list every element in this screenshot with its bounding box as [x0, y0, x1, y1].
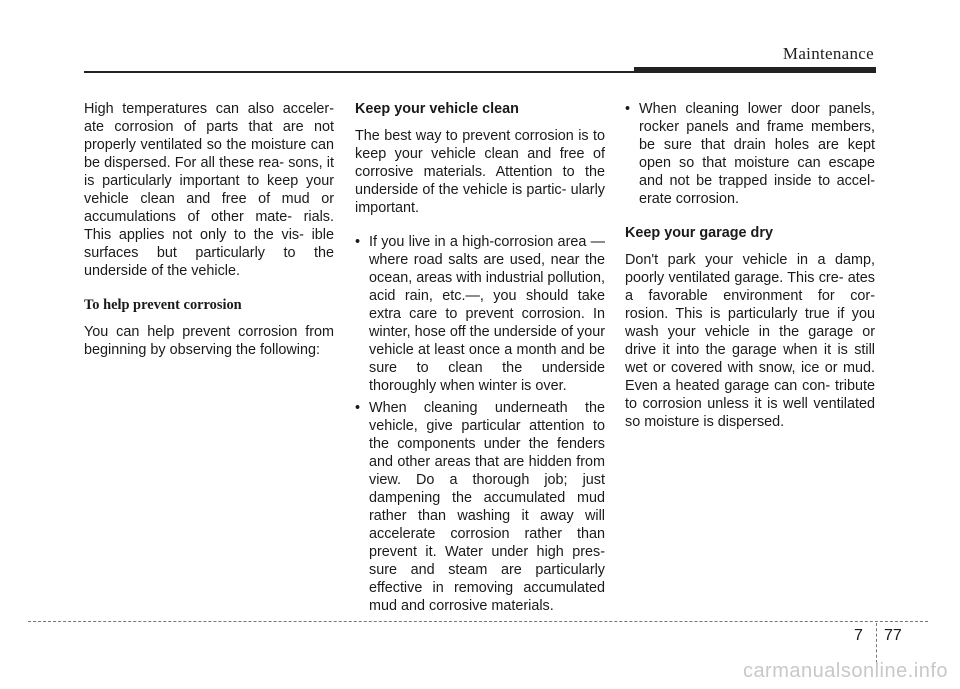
- garage-dry-paragraph: Don't park your vehicle in a damp, poorly ventilated garage. This cre- ates a favorable environment for cor- rosion. This is particularly true if you wash your vehicle in the garage or drive it into the garage when it is still wet or covered with snow, ice or mud. Even a heated garage can con- tribute to corrosion unless it is well ventilated so moisture is dispersed.: [625, 252, 875, 430]
- footer-divider: [28, 621, 928, 622]
- column-1: [84, 100, 334, 359]
- column-2: [355, 100, 605, 615]
- chapter-number: 7: [854, 627, 863, 644]
- list-item: • When cleaning lower door panels, rocker panels and frame members, be sure that drain holes are kept open so that moisture can escape and not be trapped inside to accel- erate corrosion.: [625, 101, 875, 207]
- heading-prevent-corrosion: To help prevent corrosion: [84, 297, 242, 313]
- bullet-icon: •: [625, 101, 631, 117]
- header-rule-accent: [634, 67, 876, 73]
- heading-keep-clean: Keep your vehicle clean: [355, 101, 519, 117]
- intro-paragraph: High temperatures can also acceler- ate corrosion of parts that are not properly ventilated so the moisture can be dispersed. For all these rea- sons, it is particularly important to keep your vehicle clean and free of mud or accumulations of other mate- rials. This applies not only to the vis- ible surfaces but particularly to the underside of the vehicle.: [84, 101, 334, 279]
- door-panel-bullets: [625, 100, 875, 208]
- page-number: 77: [884, 627, 902, 644]
- list-item: • If you live in a high-corrosion area — where road salts are used, near the ocean, areas with industrial pollution, acid rain, etc.—, you should take extra care to prevent corrosion. In winter, hose off the underside of your vehicle at least once a month and be sure to clean the underside thoroughly when winter is over.: [355, 234, 605, 394]
- heading-garage-dry: Keep your garage dry: [625, 225, 773, 241]
- keep-clean-bullets: [355, 233, 605, 615]
- list-item: • When cleaning underneath the vehicle, give particular attention to the components under the fenders and other areas that are hidden from view. Do a thorough job; just dampening the accumulated mud rather than washing it away will accelerate corrosion rather than prevent it. Water under high pres- sure and steam are particularly effective in removing accumulated mud and corrosive materials.: [355, 400, 605, 614]
- column-3: [625, 100, 875, 431]
- header-rule: [84, 71, 634, 73]
- watermark: carmanualsonline.info: [742, 660, 948, 682]
- prevent-corrosion-paragraph: You can help prevent corrosion from beginning by observing the following:: [84, 324, 334, 358]
- footer-page-divider: [876, 623, 877, 663]
- bullet-icon: •: [355, 400, 361, 416]
- section-title: Maintenance: [782, 44, 874, 63]
- bullet-icon: •: [355, 234, 361, 250]
- keep-clean-paragraph: The best way to prevent corrosion is to keep your vehicle clean and free of corrosive materials. Attention to the underside of the vehicle is partic- ularly important.: [355, 128, 605, 216]
